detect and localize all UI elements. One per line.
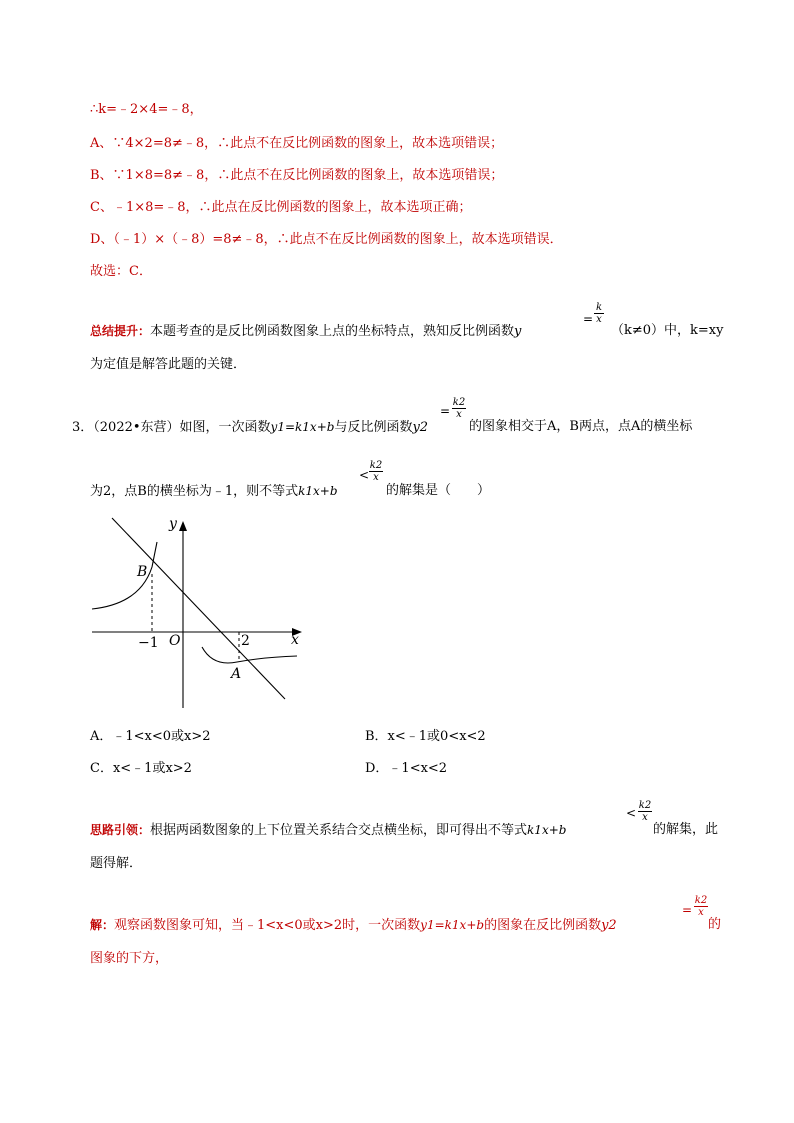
- solution2-expr: y1=k1x+b: [420, 918, 485, 932]
- summary-text: 本题考查的是反比例函数图象上点的坐标特点，熟知反比例函数: [150, 324, 515, 339]
- solution-line-3: B、∵1×8=8≠﹣8，∴此点不在反比例函数的图象上，故本选项错误；: [90, 168, 504, 183]
- point-a-label: A: [231, 666, 242, 682]
- hint-lt-sign: <: [626, 806, 637, 820]
- summary-fraction: [594, 302, 604, 325]
- question-frac-den: x: [452, 408, 466, 420]
- hint-label: 思路引领：: [90, 823, 151, 837]
- summary-eq-sign: =: [583, 312, 594, 326]
- solution2-end: 的: [708, 917, 722, 932]
- solution2-frac-den: x: [694, 906, 708, 918]
- hint-line-1: [90, 821, 566, 840]
- hint-expr: k1x+b: [527, 823, 567, 837]
- y-axis-label: y: [169, 516, 177, 532]
- summary-label: 总结提升：: [90, 324, 151, 338]
- summary-frac-den: x: [594, 313, 604, 325]
- solution2-eq-sign: =: [682, 903, 693, 917]
- summary-frac-num: k: [595, 302, 603, 313]
- solution-line-4: C、﹣1×8=﹣8，∴此点在反比例函数的图象上，故本选项正确；: [90, 200, 472, 215]
- question-inequality-expr: k1x+b: [298, 484, 338, 498]
- y-axis-arrow: [179, 521, 187, 531]
- tick-neg1-label: −1: [138, 635, 159, 651]
- function-graph: [85, 512, 310, 712]
- solution2-mid: 的图象在反比例函数: [484, 918, 602, 933]
- question-lt-sign: <: [359, 468, 370, 482]
- point-b-label: B: [137, 564, 148, 580]
- question-line-1-end: 的图象相交于A，B两点，点A的横坐标: [469, 419, 693, 434]
- summary-var-y: y: [514, 324, 522, 339]
- question-frac-num: k2: [452, 397, 466, 408]
- question-line-2-text: 为2，点B的横坐标为﹣1，则不等式: [90, 484, 299, 499]
- solution2-label: 解：: [90, 918, 115, 932]
- hint-fraction: [638, 800, 652, 823]
- question-ineq-den: x: [369, 471, 383, 483]
- question-eq-sign: =: [440, 404, 451, 418]
- solution2-text: 观察函数图象可知，当﹣1<x<0或x>2时，一次函数: [114, 918, 421, 933]
- hyperbola-branch-right: [202, 647, 297, 663]
- linear-function-line: [112, 518, 285, 699]
- question-ineq-fraction: [369, 460, 383, 483]
- option-b: B．x<﹣1或0<x<2: [365, 729, 486, 744]
- origin-label: O: [169, 633, 181, 649]
- question-line-1: [72, 418, 428, 437]
- question-ineq-num: k2: [369, 460, 383, 471]
- solution2-line-2: 图象的下方，: [90, 951, 169, 966]
- solution2-frac-num: k2: [694, 895, 708, 906]
- x-axis-label: x: [291, 632, 299, 648]
- solution2-var-y2: y2: [601, 918, 617, 933]
- summary-line-2: 为定值是解答此题的关键．: [90, 357, 247, 372]
- option-a: A．﹣1<x<0或x>2: [90, 729, 211, 744]
- tick-2-label: 2: [241, 633, 250, 649]
- option-c: C．x<﹣1或x>2: [90, 761, 192, 776]
- question-fraction: [452, 397, 466, 420]
- summary-tail: （k≠0）中，k=xy: [611, 323, 724, 338]
- question-var-y2: y2: [412, 420, 429, 435]
- hint-frac-num: k2: [638, 800, 652, 811]
- hint-frac-den: x: [638, 811, 652, 823]
- hint-text: 根据两函数图象的上下位置关系结合交点横坐标，即可得出不等式: [150, 823, 528, 838]
- question-mid: 与反比例函数: [334, 420, 413, 435]
- question-linear-expr: y1=k1x+b: [270, 420, 335, 434]
- question-line-2-end: 的解集是（ ）: [386, 483, 491, 498]
- question-line-2: [90, 482, 338, 501]
- hint-line-1-end: 的解集，此: [653, 822, 719, 837]
- option-d: D．﹣1<x<2: [365, 761, 448, 776]
- answer-line: 故选：C．: [90, 264, 152, 279]
- solution2-line-1: [90, 916, 617, 935]
- solution-line-5: D、（﹣1）×（﹣8）=8≠﹣8，∴此点不在反比例函数的图象上，故本选项错误．: [90, 232, 563, 247]
- question-source: （2022•东营）如图，一次函数: [93, 420, 271, 435]
- solution2-fraction: [694, 895, 708, 918]
- solution-line-1: ∴k=﹣2×4=﹣8，: [90, 102, 203, 117]
- summary-line-1: [90, 322, 521, 341]
- hint-line-2: 题得解．: [90, 856, 143, 871]
- solution-line-2: A、∵4×2=8≠﹣8，∴此点不在反比例函数的图象上，故本选项错误；: [90, 136, 504, 151]
- question-number: 3．: [72, 420, 94, 435]
